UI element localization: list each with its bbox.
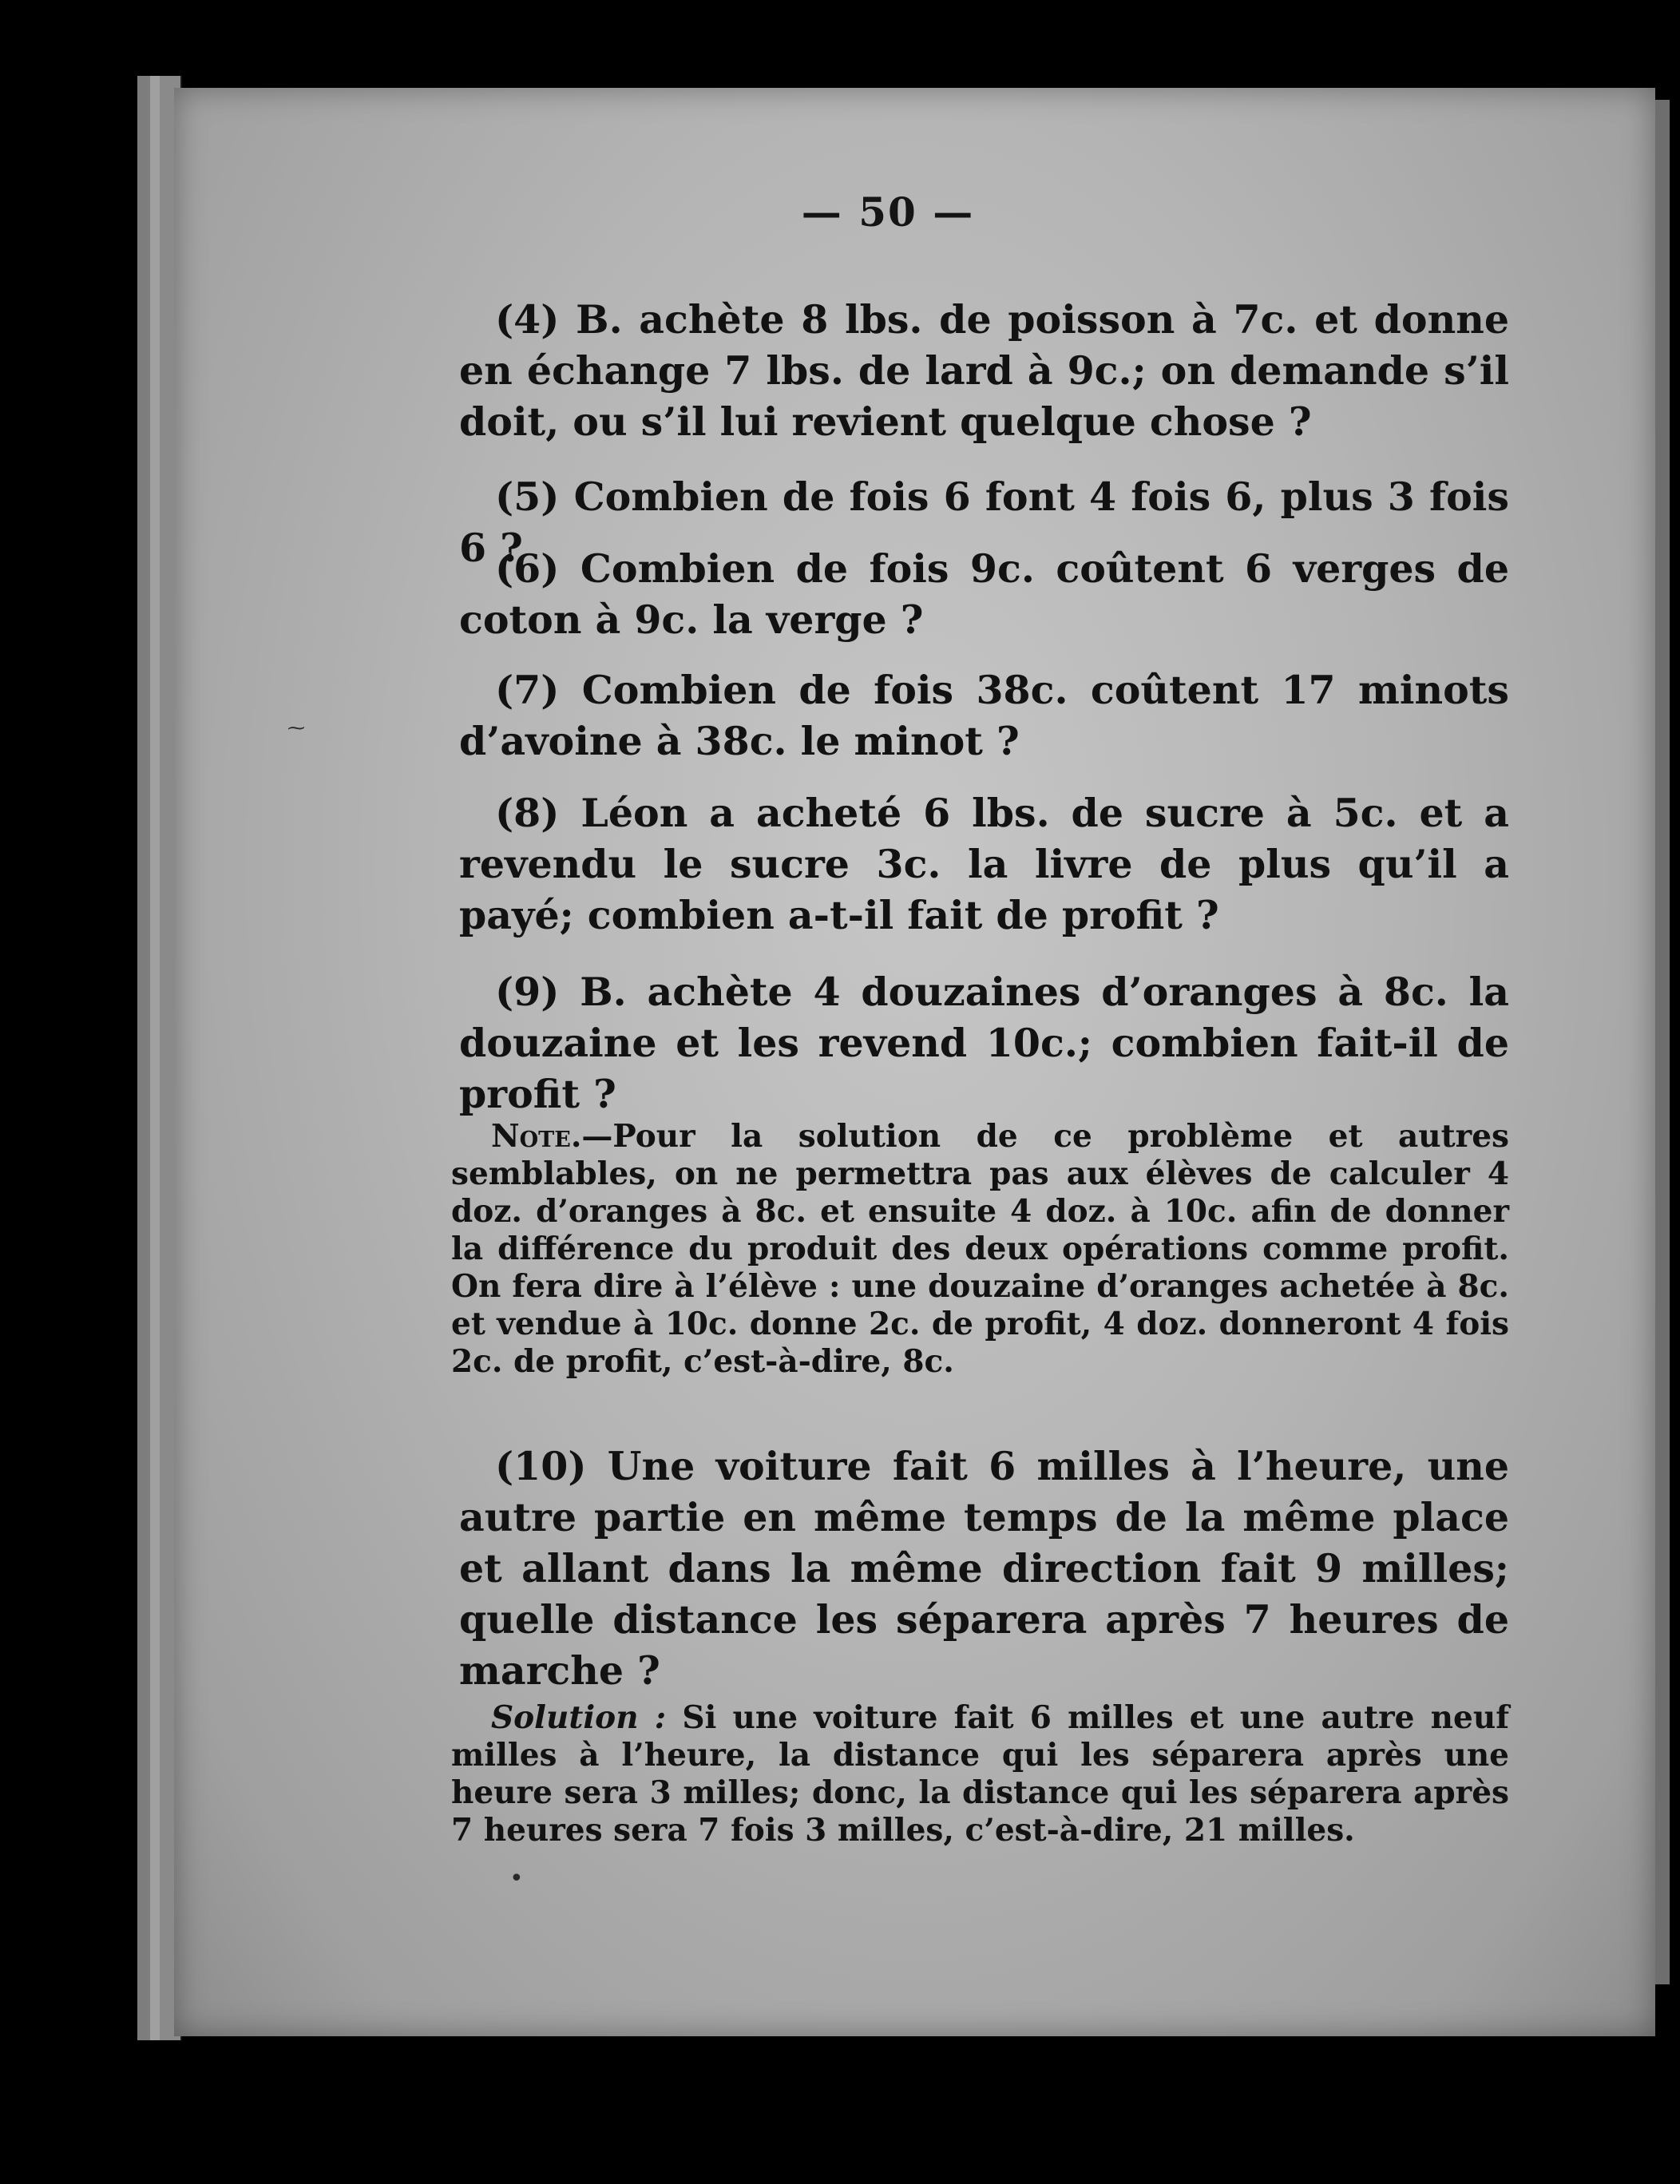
ink-speck: ⁓ xyxy=(287,719,305,739)
solution-text: Si une voiture fait 6 milles et une autre neuf milles à l’heure, la distance qui les séparera après une heure sera 3 milles; donc, la distance qui les séparera après 7 heures sera 7 fois 3 milles, c’est-à-dire, 21 milles. xyxy=(451,1699,1509,1849)
ink-speck: • xyxy=(509,1865,524,1893)
note-paragraph xyxy=(451,1118,1509,1381)
problem-10: (10) Une voiture fait 6 milles à l’heure, une autre partie en même temps de la même place et allant dans la même direction fait 9 milles; quelle distance les séparera après 7 heures de marche ? xyxy=(459,1443,1509,1694)
problem-8: (8) Léon a acheté 6 lbs. de sucre à 5c. et a revendu le sucre 3c. la livre de plus qu’il a payé; combien a-t-il fait de profit ? xyxy=(459,790,1509,938)
note-lead: Note.— xyxy=(491,1118,613,1155)
page-edge-right xyxy=(1655,100,1670,1984)
note-text: Pour la solution de ce problème et autres semblables, on ne permettra pas aux élèves de calculer 4 doz. d’oranges à 8c. et ensuite 4 doz. à 10c. afin de donner la différence du produit des deux opérations comme profit. On fera dire à l’élève : une douzaine d’oranges achetée à 8c. et vendue à 10c. donne 2c. de profit, 4 doz. donneront 4 fois 2c. de profit, c’est-à-dire, 8c. xyxy=(451,1118,1509,1380)
problem-4: (4) B. achète 8 lbs. de poisson à 7c. et donne en échange 7 lbs. de lard à 9c.; on demande s’il doit, ou s’il lui revient quelque chose ? xyxy=(459,296,1509,445)
page-number: — 50 — xyxy=(801,188,975,236)
problem-6: (6) Combien de fois 9c. coûtent 6 verges de coton à 9c. la verge ? xyxy=(459,545,1509,643)
problem-7: (7) Combien de fois 38c. coûtent 17 minots d’avoine à 38c. le minot ? xyxy=(459,667,1509,764)
solution-lead: Solution : xyxy=(491,1699,667,1736)
problem-5: (5) Combien de fois 6 font 4 fois 6, plus 3 fois 6 ? xyxy=(459,474,1509,571)
problem-9: (9) B. achète 4 douzaines d’oranges à 8c. la douzaine et les revend 10c.; combien fait-il de profit ? xyxy=(459,969,1509,1117)
solution-paragraph xyxy=(451,1699,1509,1849)
